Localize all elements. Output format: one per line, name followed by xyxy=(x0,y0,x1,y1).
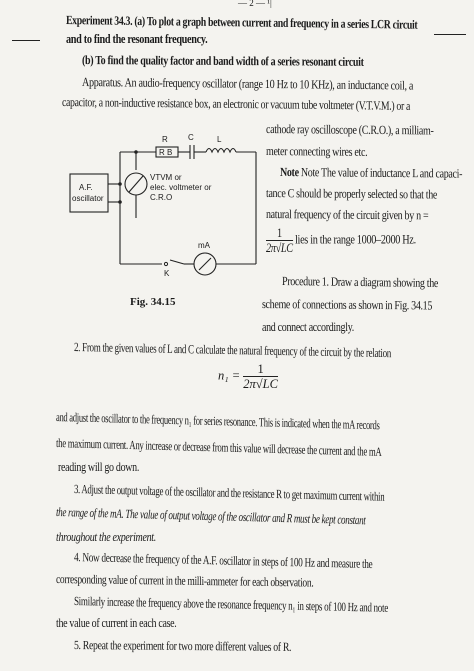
note-frac-den: 2π√LC xyxy=(266,241,293,255)
inductor-coil xyxy=(206,149,236,153)
step4-line4: the value of current in each case. xyxy=(56,616,177,630)
formula-num: 1 xyxy=(243,362,278,377)
experiment-title-line2: and to find the resonant frequency. xyxy=(66,32,208,46)
label-af: A.F. xyxy=(79,183,93,192)
procedure1-line1: Procedure 1. Draw a diagram showing the xyxy=(281,274,439,291)
apparatus-line3: cathode ray oscilloscope (C.R.O.), a milliam- xyxy=(265,122,434,138)
label-oscillator: oscillator xyxy=(72,194,104,203)
step4-line1: 4. Now decrease the frequency of the A.F. oscillator in steps of 100 Hz and measure the xyxy=(73,550,373,572)
note-fraction xyxy=(266,226,293,255)
experiment-title-line1: Experiment 34.3. (a) To plot a graph between current and frequency in a series LCR circuit xyxy=(65,13,418,32)
step3-line3: throughout the experiment. xyxy=(56,530,156,544)
circuit-diagram xyxy=(66,126,264,278)
step2-line1: 2. From the given values of L and C calculate the natural frequency of the circuit by the relation xyxy=(73,340,392,361)
label-vtvm: VTVM or xyxy=(150,173,182,182)
step2-line2: and adjust the oscillator to the frequency n₁ for series resonance. This is indicated when the mA records xyxy=(55,410,380,433)
label-ma: mA xyxy=(198,241,210,250)
label-cro: C.R.O xyxy=(150,193,173,202)
note-line1: Note Note The value of inductance L and capaci- xyxy=(279,165,463,181)
note-tail: lies in the range 1000–2000 Hz. xyxy=(295,232,416,247)
apparatus-line2: capacitor, a non-inductive resistance box, an electronic or vacuum tube voltmeter (V.T.V.M.) or a xyxy=(61,95,411,113)
label-rb: R B xyxy=(159,148,173,157)
note-line3: natural frequency of the circuit given by n = xyxy=(265,207,429,223)
label-l: L xyxy=(217,135,222,144)
step4-line2: corresponding value of current in the milli-ammeter for each observation. xyxy=(55,572,314,590)
procedure1-line3: and connect accordingly. xyxy=(262,320,354,334)
label-r: R xyxy=(162,135,168,144)
step2-line4: reading will go down. xyxy=(58,460,140,474)
formula-fraction xyxy=(243,362,278,391)
label-c: C xyxy=(188,133,194,142)
experiment-title-line3: (b) To find the quality factor and band width of a series resonant circuit xyxy=(81,53,364,69)
apparatus-line1: Apparatus. An audio-frequency oscillator (range 10 Hz to 10 KHz), an inductance coil, a xyxy=(81,75,414,93)
af-oscillator-box xyxy=(70,174,108,212)
procedure1-line2: scheme of connections as shown in Fig. 34.15 xyxy=(261,297,433,313)
header-mark: — 2 — ¹| xyxy=(238,0,272,8)
label-k: K xyxy=(164,269,170,278)
step2-line3: the maximum current. Any increase or decrease from this value will decrease the current and the mA xyxy=(55,436,382,459)
margin-rule-right xyxy=(434,34,466,35)
apparatus-line4: meter connecting wires etc. xyxy=(265,144,368,159)
margin-rule-left xyxy=(12,40,40,41)
figure-caption: Fig. 34.15 xyxy=(130,296,176,308)
step3-line1: 3. Adjust the output voltage of the oscillator and the resistance R to get maximum current within xyxy=(73,482,385,504)
key-k-switch xyxy=(170,260,184,264)
note-formula xyxy=(266,226,416,255)
step5-line1: 5. Repeat the experiment for two more different values of R. xyxy=(73,638,292,654)
note-frac-num: 1 xyxy=(266,226,293,241)
formula-lhs: n₁ = xyxy=(218,368,241,383)
note-text-1: Note The value of inductance L and capaci- xyxy=(300,165,463,181)
step2-formula xyxy=(218,362,278,391)
formula-den: 2π√LC xyxy=(243,377,278,391)
note-line2: tance C should be properly selected so that the xyxy=(265,186,438,202)
step4-line3: Similarly increase the frequency above the resonance frequency n₁ in steps of 100 Hz and note xyxy=(73,594,389,615)
step3-line2: the range of the mA. The value of output voltage of the oscillator and R must be kept constant xyxy=(55,505,366,528)
label-elec-voltmeter: elec. voltmeter or xyxy=(150,183,212,192)
